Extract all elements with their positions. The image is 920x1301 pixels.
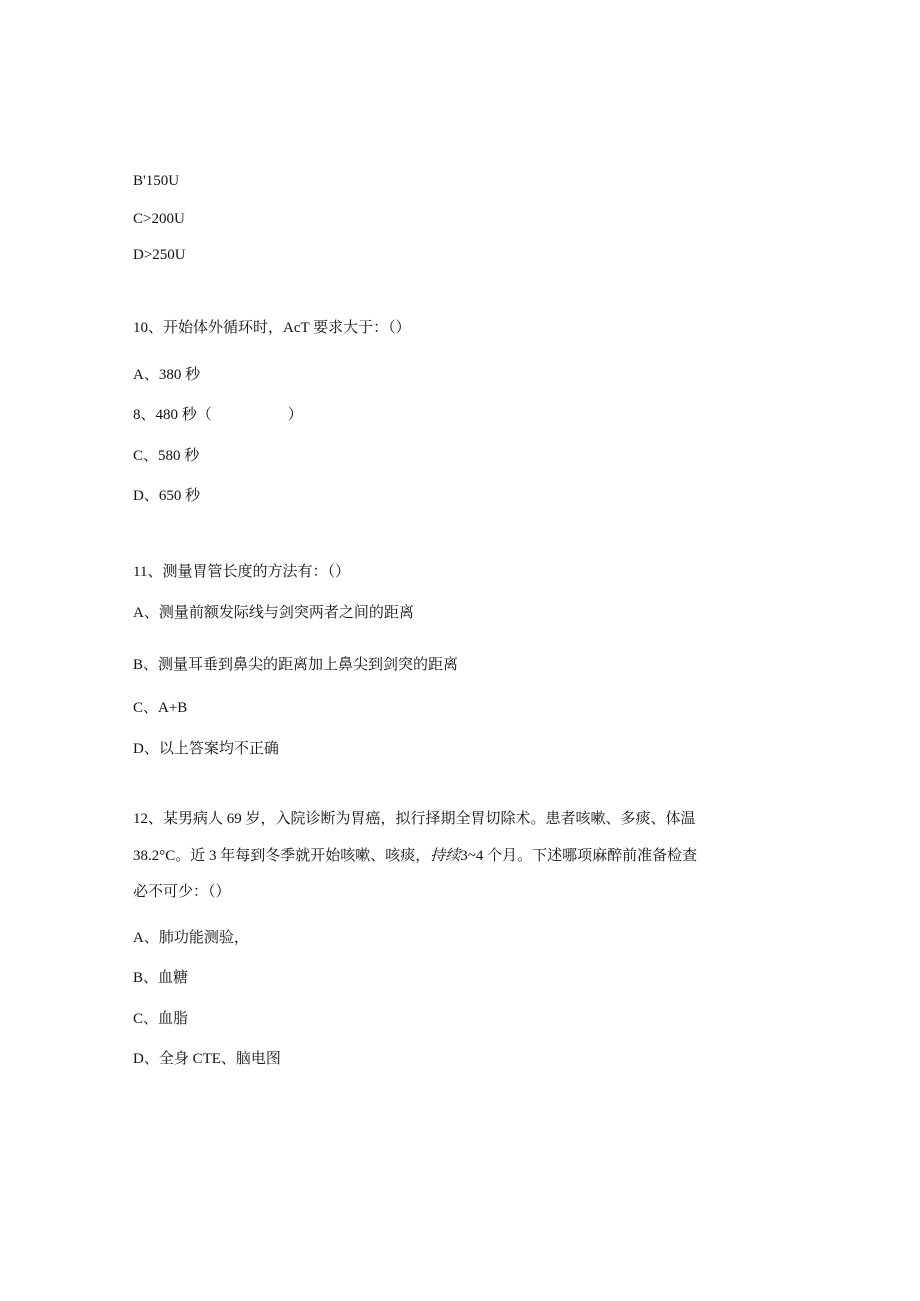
- q11-stem: 11、测量胃管长度的方法有：（）: [133, 564, 350, 580]
- q11-option-a: A、测量前额发际线与剑突两者之间的距离: [133, 605, 414, 621]
- q10-stem: 10、开始体外循环时，AcT 要求大于：（）: [133, 320, 411, 336]
- q12-stem-line-2-a: 38.2°C。近 3 年每到冬季就开始咳嗽、咳痰，: [133, 848, 431, 864]
- q10-option-b-text: 8、480 秒（: [133, 407, 212, 423]
- q12-option-b: B、血糖: [133, 970, 189, 986]
- q11-option-c: C、A+B: [133, 700, 188, 716]
- q12-stem-line-3: 必不可少：（）: [133, 884, 231, 900]
- q12-stem-line-1: 12、某男病人 69 岁，入院诊断为胃癌，拟行择期全胃切除术。患者咳嗽、多痰、体温: [133, 811, 696, 827]
- q10-option-b: [133, 405, 303, 425]
- q9-option-c: C>200U: [133, 211, 185, 227]
- q10-option-d: D、650 秒: [133, 488, 201, 504]
- q12-option-a: A、肺功能测验，: [133, 930, 249, 946]
- q12-stem-line-2: [133, 846, 793, 866]
- q12-option-d: D、全身 CTE、脑电图: [133, 1051, 281, 1067]
- q10-option-b-close: ）: [287, 407, 303, 423]
- q10-option-c: C、580 秒: [133, 448, 200, 464]
- q11-option-b: B、测量耳垂到鼻尖的距离加上鼻尖到剑突的距离: [133, 657, 459, 673]
- q11-option-d: D、以上答案均不正确: [133, 741, 279, 757]
- q12-option-c: C、血脂: [133, 1011, 189, 1027]
- q12-stem-line-2-b: 3~4 个月。下述哪项麻醉前准备检查: [460, 848, 698, 864]
- q9-option-d: D>250U: [133, 247, 186, 263]
- q12-stem-line-2-italic: 持续: [430, 848, 461, 864]
- q10-option-a: A、380 秒: [133, 367, 201, 383]
- q9-option-b: B'150U: [133, 173, 180, 189]
